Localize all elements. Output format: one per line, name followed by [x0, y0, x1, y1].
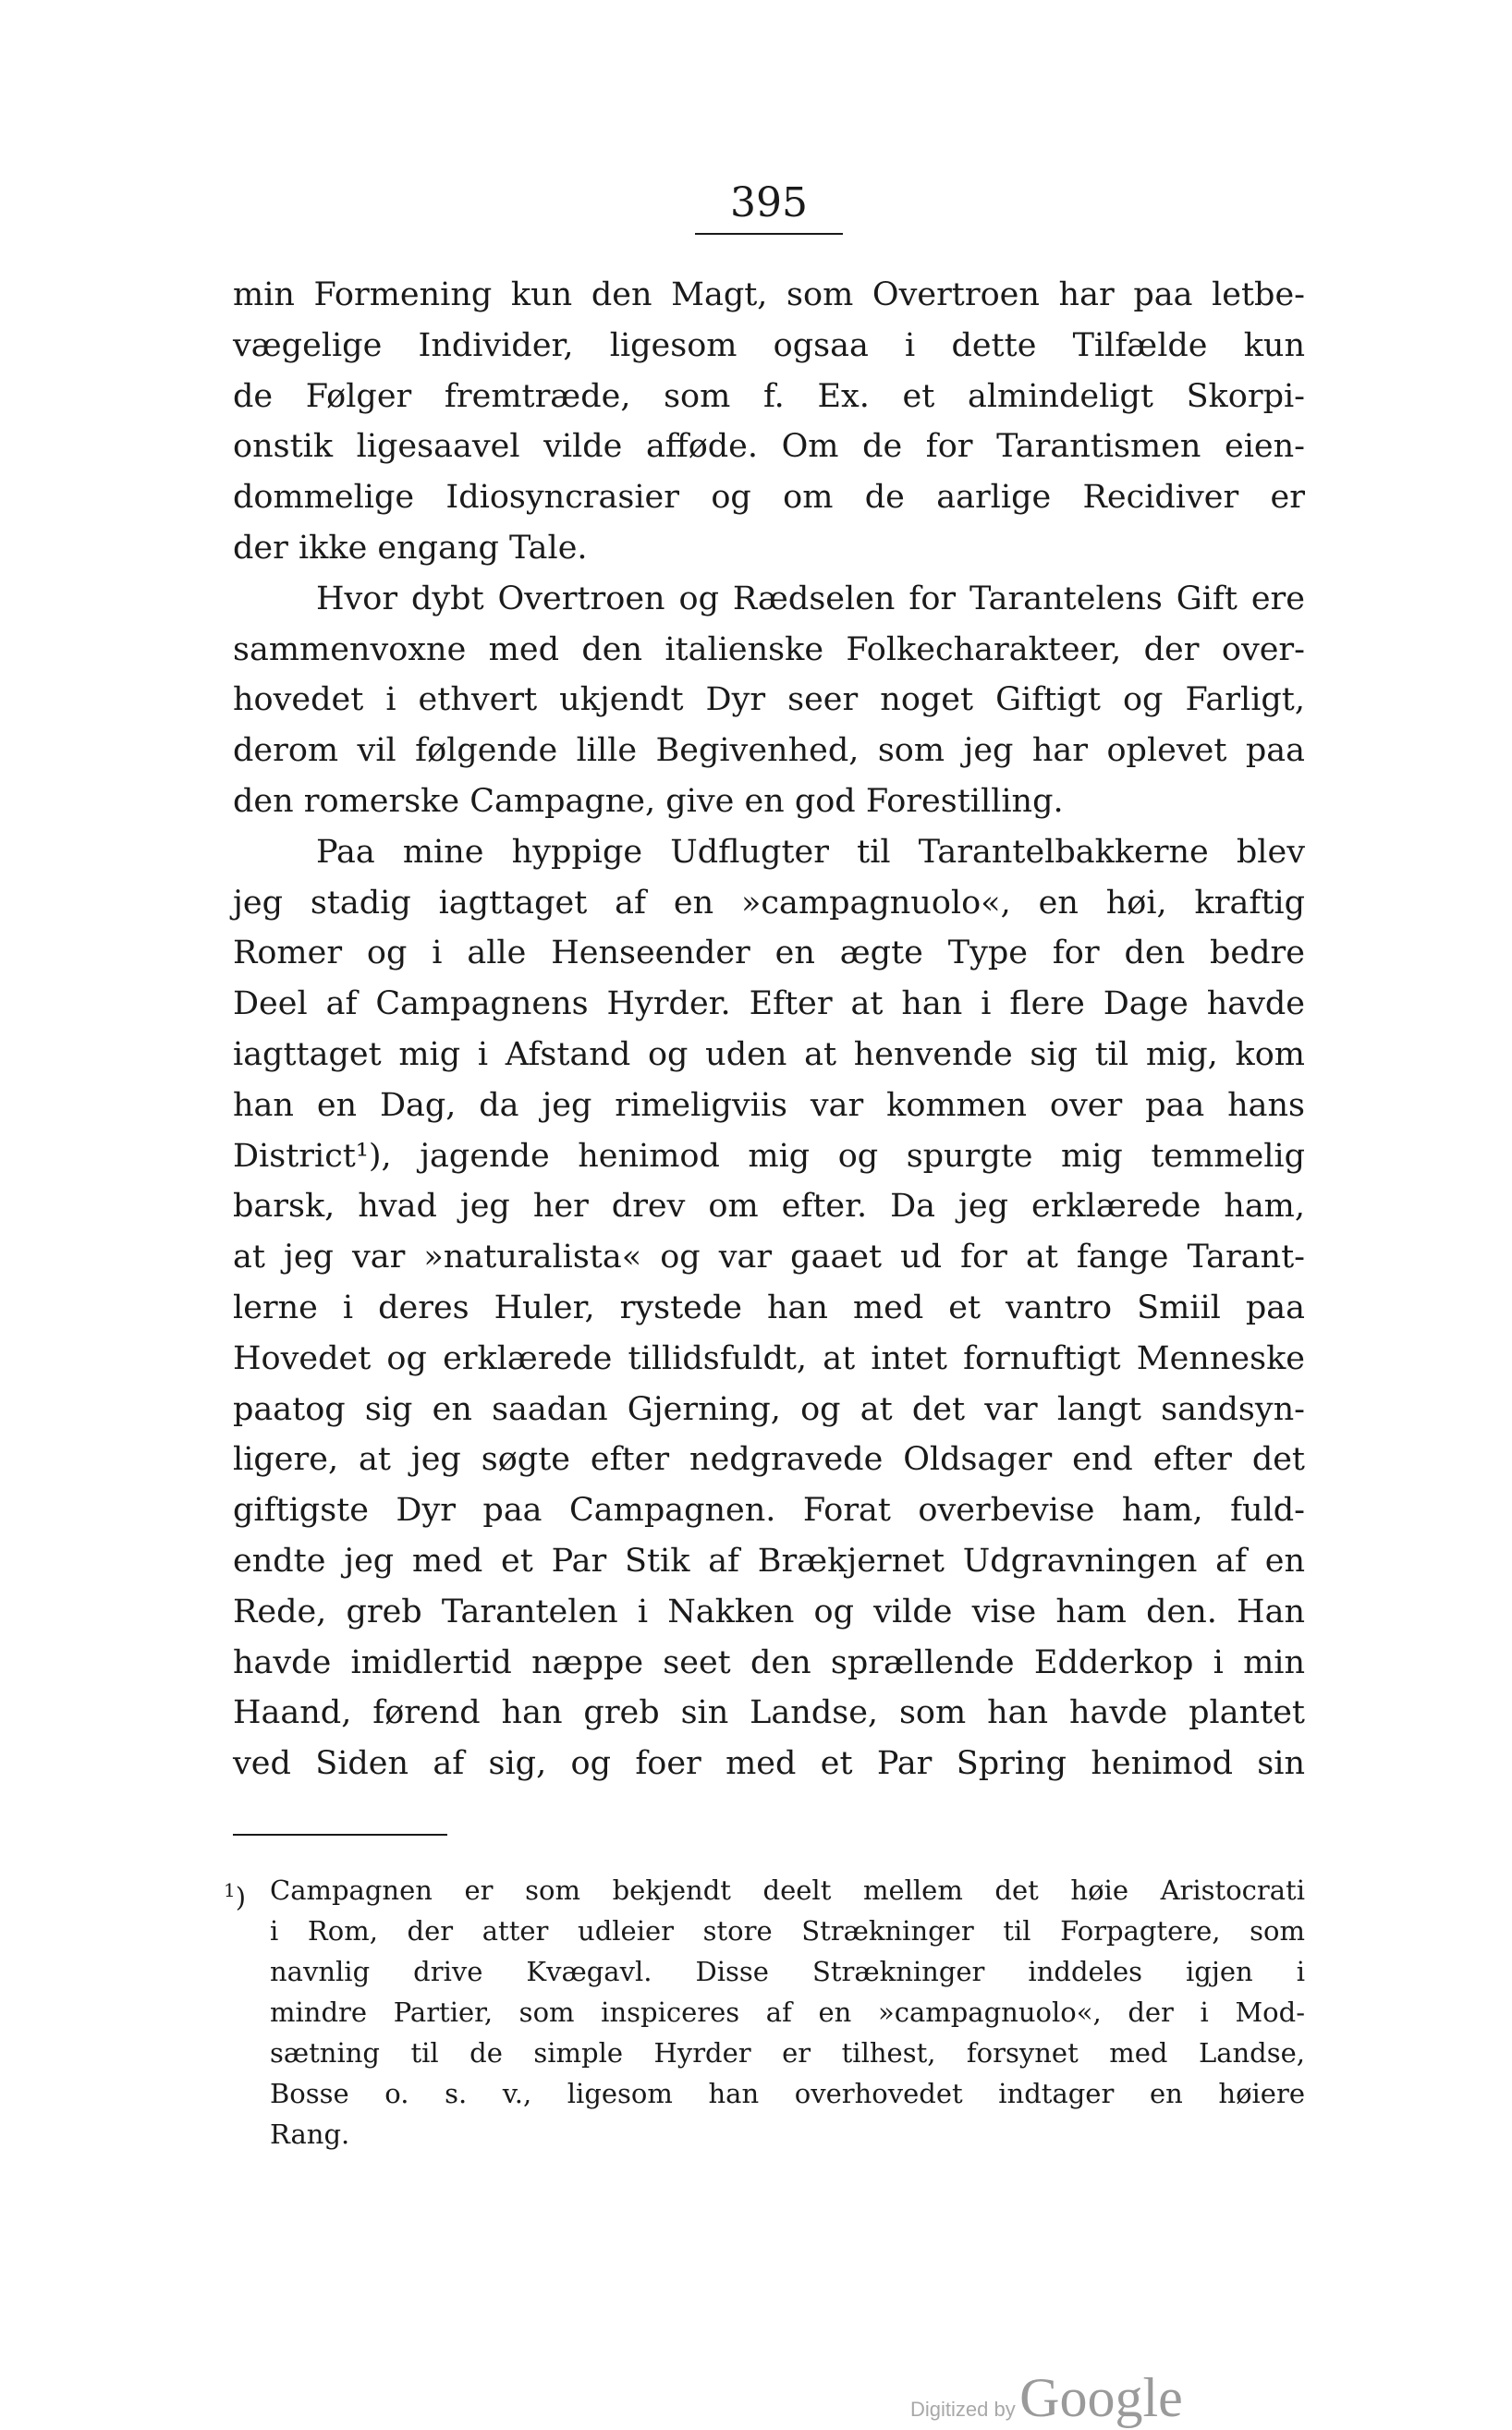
text-line: Haand, førend han greb sin Landse, som han havde plantet [233, 1694, 1305, 1732]
text-line: han en Dag, da jeg rimeligviis var kommen over paa hans [233, 1086, 1305, 1124]
text-line: havde imidlertid næppe seet den sprællende Edderkop i min [233, 1643, 1305, 1681]
text-line: jeg stadig iagttaget af en »campagnuolo«, en høi, kraftig [233, 884, 1305, 922]
page-number: 395 [695, 177, 843, 235]
watermark-prefix: Digitized by [910, 2398, 1016, 2421]
body-text [233, 270, 1305, 1789]
text-line: de Følger fremtræde, som f. Ex. et almindeligt Skorpi- [233, 377, 1305, 415]
footnote-line: navnlig drive Kvægavl. Disse Strækninger inddeles igjen i [270, 1956, 1305, 1987]
digitized-watermark [910, 2366, 1183, 2430]
text-line: der ikke engang Tale. [233, 529, 588, 567]
text-line: endte jeg med et Par Stik af Brækjernet Udgravningen af en [233, 1542, 1305, 1580]
footnote-marker: $^1$) [224, 1879, 247, 1913]
text-line: iagttaget mig i Afstand og uden at henvende sig til mig, kom [233, 1035, 1305, 1073]
text-line: ligere, at jeg søgte efter nedgravede Oldsager end efter det [233, 1441, 1305, 1479]
text-line: District¹), jagende henimod mig og spurgte mig temmelig [233, 1137, 1305, 1175]
paragraph-first-line: Paa mine hyppige Udflugter til Tarantelbakkerne blev [316, 833, 1305, 871]
text-line: giftigste Dyr paa Campagnen. Forat overbevise ham, fuld- [233, 1492, 1305, 1530]
footnote [224, 1870, 1305, 2155]
footnote-line: Bosse o. s. v., ligesom han overhovedet indtager en høiere [270, 2078, 1305, 2109]
text-line: Rede, greb Tarantelen i Nakken og vilde vise ham den. Han [233, 1593, 1305, 1630]
footnote-line: mindre Partier, som inspiceres af en »campagnuolo«, der i Mod- [270, 1997, 1305, 2028]
text-line: dommelige Idiosyncrasier og om de aarlige Recidiver er [233, 479, 1305, 517]
footnote-divider [233, 1834, 447, 1836]
footnote-line: i Rom, der atter udleier store Strækninger til Forpagtere, som [270, 1915, 1305, 1947]
text-line: barsk, hvad jeg her drev om efter. Da jeg erklærede ham, [233, 1188, 1305, 1226]
text-line: Romer og i alle Henseender en ægte Type for den bedre [233, 934, 1305, 972]
text-line: derom vil følgende lille Begivenhed, som jeg har oplevet paa [233, 732, 1305, 770]
text-line: onstik ligesaavel vilde afføde. Om de for Tarantismen eien- [233, 428, 1305, 466]
text-line: ved Siden af sig, og foer med et Par Spring henimod sin [233, 1745, 1305, 1783]
text-line: min Formening kun den Magt, som Overtroen har paa letbe- [233, 276, 1305, 313]
text-line: Deel af Campagnens Hyrder. Efter at han i flere Dage havde [233, 985, 1305, 1023]
google-logo: Google [1019, 2367, 1183, 2428]
footnote-line: sætning til de simple Hyrder er tilhest, forsynet med Landse, [270, 2037, 1305, 2069]
footnote-number: 1 [224, 1879, 236, 1901]
text-line: Hovedet og erklærede tillidsfuldt, at intet fornuftigt Menneske [233, 1339, 1305, 1377]
paragraph-first-line: Hvor dybt Overtroen og Rædselen for Tarantelens Gift ere [316, 580, 1305, 617]
footnote-line: Campagnen er som bekjendt deelt mellem det høie Aristocrati [270, 1874, 1305, 1906]
text-line: vægelige Individer, ligesom ogsaa i dette Tilfælde kun [233, 326, 1305, 364]
text-line: paatog sig en saadan Gjerning, og at det var langt sandsyn- [233, 1390, 1305, 1428]
footnote-line: Rang. [270, 2119, 350, 2150]
text-line: hovedet i ethvert ukjendt Dyr seer noget Giftigt og Farligt, [233, 681, 1305, 719]
text-line: sammenvoxne med den italienske Folkecharakteer, der over- [233, 630, 1305, 668]
text-line: at jeg var »naturalista« og var gaaet ud for at fange Tarant- [233, 1239, 1305, 1276]
text-line: lerne i deres Huler, rystede han med et vantro Smiil paa [233, 1288, 1305, 1326]
text-line: den romerske Campagne, give en god Forestilling. [233, 782, 1064, 820]
